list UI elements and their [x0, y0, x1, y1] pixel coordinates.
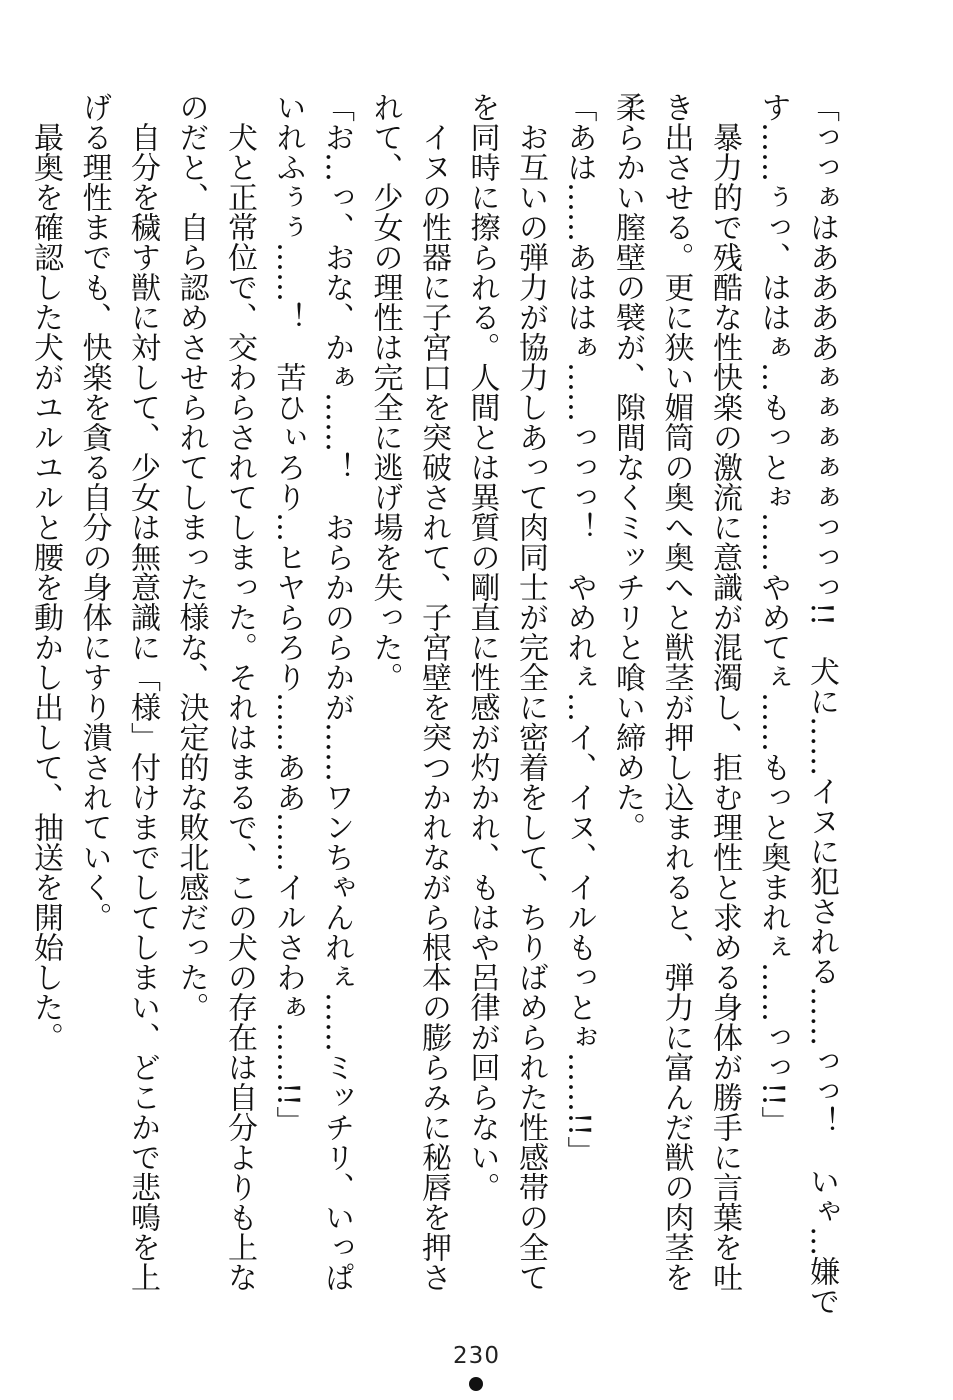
- text-line: 犬と正常位で、交わらされてしまった。それはまるで、この犬の存在は自分よりも上な: [222, 92, 257, 1292]
- text-line: イヌの性器に子宮口を突破されて、子宮壁を突つかれながら根本の膨らみに秘唇を押さ: [416, 92, 451, 1292]
- text-line: 暴力的で残酷な性快楽の激流に意識が混濁し、拒む理性と求める身体が勝手に言葉を吐: [707, 92, 742, 1292]
- text-line: す……ぅっ、ははぁ…もっとぉ……やめてぇ……もっと奥まれぇ……っっ!!」: [755, 92, 791, 1137]
- text-line: のだと、自ら認めさせられてしまった様な、決定的な敗北感だった。: [173, 92, 209, 1022]
- page-marker-dot-icon: [469, 1377, 483, 1391]
- text-line: 「お…っ、おな、かぁ……！ おらかのらかが……ワンちゃんれぇ……ミッチリ、いっぱ: [319, 92, 354, 1292]
- page-number: 230: [453, 1343, 500, 1369]
- text-line: げる理性までも、快楽を貪る自分の身体にすり潰されていく。: [76, 92, 112, 932]
- text-line: お互いの弾力が協力しあって肉同士が完全に密着をして、ちりばめられた性感帯の全て: [513, 92, 548, 1292]
- text-line: 最奥を確認した犬がユルユルと腰を動かし出して、抽送を開始した。: [28, 92, 63, 1052]
- text-line: 柔らかい膣壁の襞が、隙間なくミッチリと喰い締めた。: [610, 92, 645, 842]
- vertical-text-block: [28, 92, 845, 1317]
- text-line: 「っっぁはああああぁぁぁぁぁっっっ!! 犬に……イヌに犯される……っっ！ いゃ…嫌で: [804, 92, 839, 1317]
- text-line: き出させる。更に狭い媚筒の奥へ奥へと獣茎が押し込まれると、弾力に富んだ獣の肉茎を: [658, 92, 694, 1292]
- text-line: 自分を穢す獣に対して、少女は無意識に「様」付けまでしてしまい、どこかで悲鳴を上: [125, 92, 160, 1292]
- text-line: いれふぅぅ……！ 苦ひぃろり…ヒヤらろり……ああ……イルさわぁ……!!」: [270, 92, 306, 1137]
- text-line: 「あは……あははぁ……っっっ！ やめれぇ…イ、イヌ、イルもっとぉ……!!」: [561, 92, 597, 1167]
- text-line: れて、少女の理性は完全に逃げ場を失った。: [367, 92, 403, 692]
- text-line: を同時に擦られる。人間とは異質の剛直に性感が灼かれ、もはや呂律が回らない。: [464, 92, 500, 1202]
